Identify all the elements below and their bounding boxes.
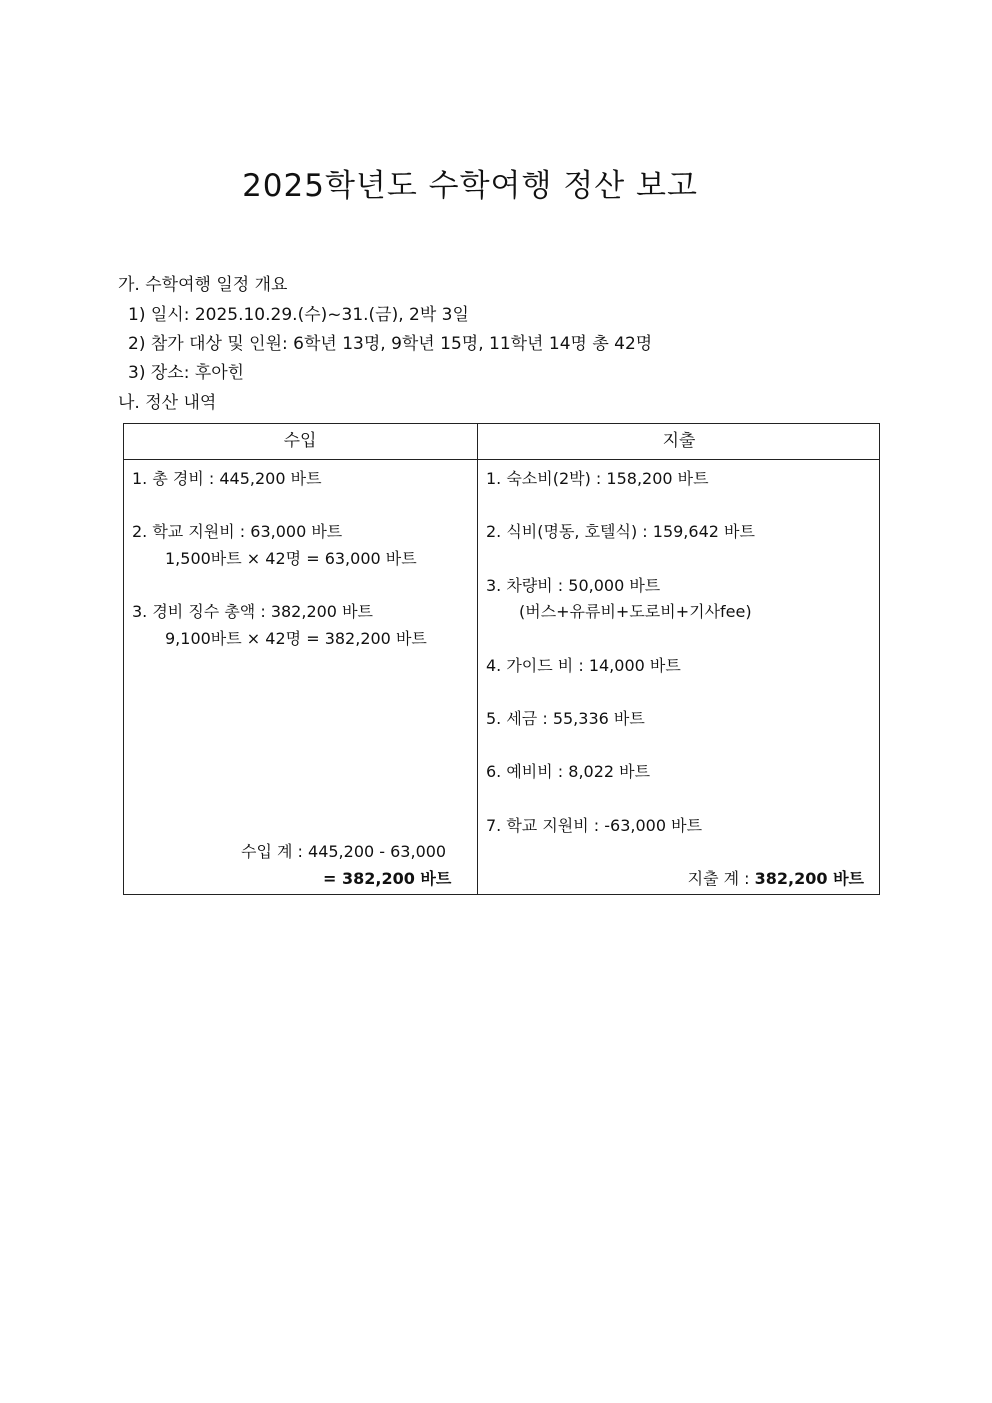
income-item-collected-total: 3. 경비 징수 총액 : 382,200 바트	[132, 602, 373, 621]
schedule-date: 1) 일시: 2025.10.29.(수)~31.(금), 2박 3일	[128, 305, 469, 325]
income-item-total-cost: 1. 총 경비 : 445,200 바트	[132, 469, 322, 488]
table-column-divider	[477, 423, 478, 895]
expense-item-lodging: 1. 숙소비(2박) : 158,200 바트	[486, 469, 709, 488]
income-total-line2: = 382,200 바트	[323, 869, 452, 888]
section-a-heading: 가. 수학여행 일정 개요	[118, 275, 288, 295]
expense-item-vehicle-detail: (버스+유류비+도로비+기사fee)	[519, 602, 752, 621]
expense-item-tax: 5. 세금 : 55,336 바트	[486, 709, 645, 728]
expense-item-guide: 4. 가이드 비 : 14,000 바트	[486, 656, 681, 675]
income-item-collected-detail: 9,100바트 × 42명 = 382,200 바트	[165, 629, 427, 648]
expense-item-meals: 2. 식비(명동, 호텔식) : 159,642 바트	[486, 522, 755, 541]
participants: 2) 참가 대상 및 인원: 6학년 13명, 9학년 15명, 11학년 14명 총 42명	[128, 334, 653, 354]
document-title: 2025학년도 수학여행 정산 보고	[242, 168, 698, 204]
income-item-school-support: 2. 학교 지원비 : 63,000 바트	[132, 522, 343, 541]
section-b-heading: 나. 정산 내역	[118, 393, 217, 413]
expense-total	[688, 866, 864, 889]
income-header: 수입	[283, 431, 317, 451]
location: 3) 장소: 후아힌	[128, 363, 245, 383]
income-item-school-support-detail: 1,500바트 × 42명 = 63,000 바트	[165, 549, 417, 568]
expense-item-school-support: 7. 학교 지원비 : -63,000 바트	[486, 816, 703, 835]
expense-total-text: 지출 계 : 382,200 바트	[687, 869, 864, 888]
expense-item-reserve: 6. 예비비 : 8,022 바트	[486, 762, 651, 781]
expense-header: 지출	[662, 431, 696, 451]
expense-item-vehicle: 3. 차량비 : 50,000 바트	[486, 576, 661, 595]
income-total-line1: 수입 계 : 445,200 - 63,000	[241, 842, 447, 861]
